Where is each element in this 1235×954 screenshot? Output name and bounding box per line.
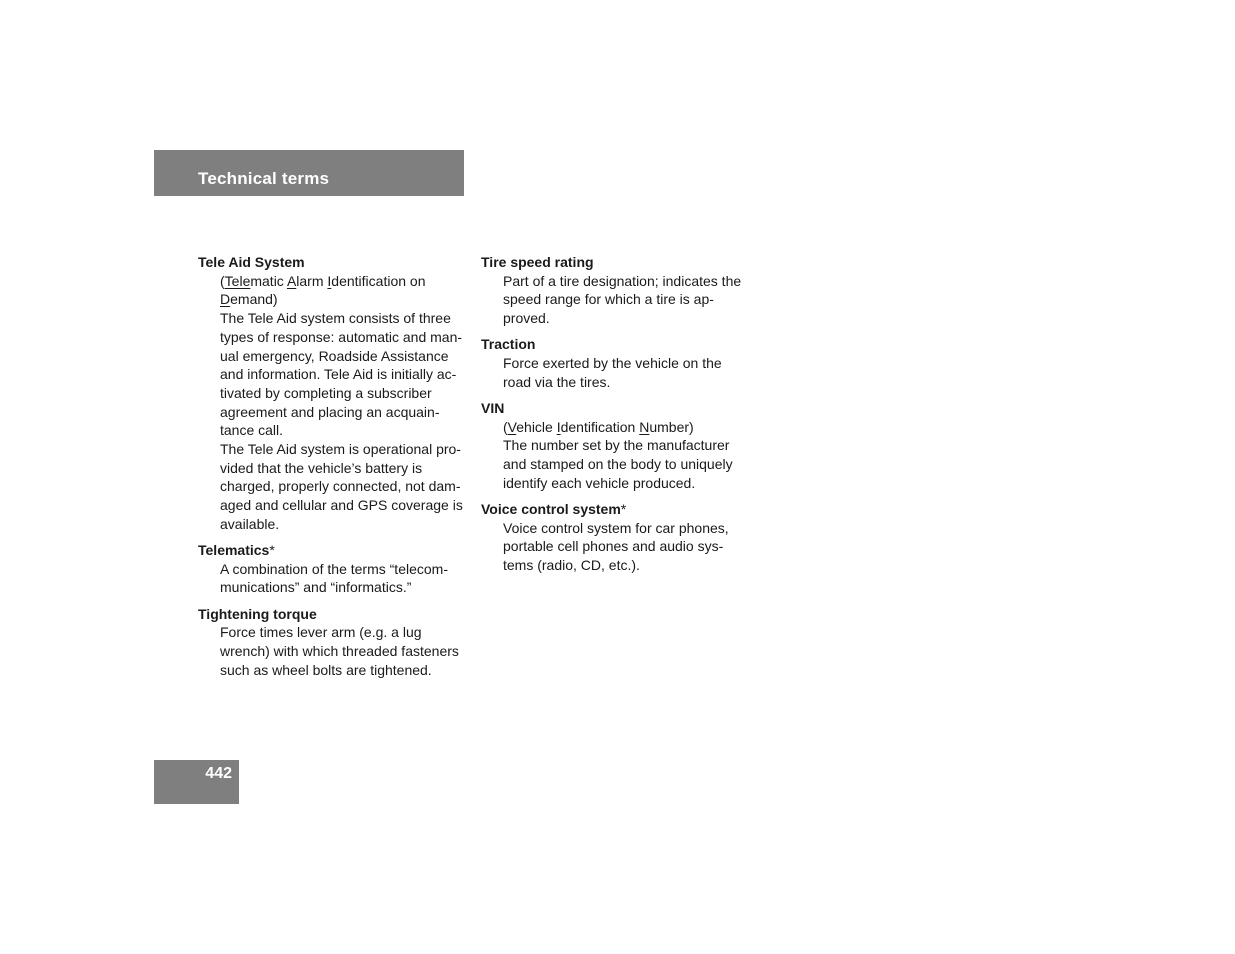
term-vin: VIN — [481, 399, 505, 416]
definition-tightening-torque — [220, 623, 468, 679]
definition-line: speed range for which a tire is ap- — [503, 291, 714, 308]
left-column — [198, 253, 468, 687]
definition-line: The Tele Aid system is operational pro- — [220, 441, 461, 458]
optional-equipment-marker: * — [620, 500, 627, 517]
definition-vin — [503, 418, 751, 493]
section-title: Technical terms — [198, 169, 330, 188]
section-header-bar — [154, 150, 464, 196]
definition-traction — [503, 354, 751, 391]
definition-line: types of response: automatic and man- — [220, 328, 463, 345]
definition-line: charged, properly connected, not dam- — [220, 478, 461, 495]
glossary-entry-vin — [481, 399, 751, 493]
definition-line: The Tele Aid system consists of three — [220, 310, 451, 327]
definition-line: The number set by the manufacturer — [503, 437, 730, 454]
definition-line: agreement and placing an acquain- — [220, 403, 440, 420]
term-tire-speed-rating: Tire speed rating — [481, 254, 594, 270]
term-tightening-torque: Tightening torque — [198, 605, 317, 622]
definition-line: such as wheel bolts are tightened. — [220, 661, 432, 678]
definition-line: and information. Tele Aid is initially ac- — [220, 366, 457, 383]
optional-equipment-marker: * — [269, 542, 275, 559]
definition-line: wrench) with which threaded fasteners — [220, 643, 459, 660]
definition-line: road via the tires. — [503, 373, 611, 390]
definition-line: and stamped on the body to uniquely — [503, 456, 733, 473]
page-number: 442 — [205, 765, 232, 782]
definition-line: Force times lever arm (e.g. a lug — [220, 624, 422, 641]
definition-line: munications” and “informatics.” — [220, 579, 412, 596]
term-telematics: Telematics* — [198, 542, 275, 559]
definition-line: tance call. — [220, 422, 284, 439]
glossary-entry-voice-control — [481, 500, 751, 575]
definition-line: vided that the vehicle’s battery is — [220, 459, 423, 476]
definition-line: tems (radio, CD, etc.). — [503, 557, 640, 574]
definition-line: Voice control system for car phones, — [503, 519, 729, 536]
right-column — [481, 253, 751, 582]
acronym-expansion-vin: (Vehicle Identification Number) — [503, 418, 694, 435]
acronym-expansion-tele-aid: (Telematic Alarm Identification on — [220, 272, 426, 289]
definition-tele-aid — [220, 272, 468, 534]
glossary-entry-tele-aid — [198, 253, 468, 534]
term-traction: Traction — [481, 336, 536, 353]
definition-line: portable cell phones and audio sys- — [503, 538, 724, 555]
definition-line: identify each vehicle produced. — [503, 474, 696, 491]
definition-line: A combination of the terms “telecom- — [220, 560, 448, 577]
glossary-entry-tightening-torque — [198, 605, 468, 680]
definition-voice-control — [503, 519, 751, 575]
term-tele-aid: Tele Aid System — [198, 254, 305, 270]
definition-line: tivated by completing a subscriber — [220, 384, 432, 401]
definition-line: aged and cellular and GPS coverage is — [220, 497, 463, 514]
acronym-expansion-tele-aid-cont: Demand) — [220, 291, 278, 308]
glossary-entry-traction — [481, 335, 751, 391]
definition-tire-speed-rating — [503, 272, 751, 328]
definition-line: Force exerted by the vehicle on the — [503, 355, 722, 372]
definition-telematics — [220, 560, 468, 597]
term-voice-control: Voice control system* — [481, 500, 627, 517]
definition-line: ual emergency, Roadside Assistance — [220, 347, 449, 364]
definition-line: available. — [220, 515, 280, 532]
glossary-entry-telematics — [198, 541, 468, 597]
definition-line: Part of a tire designation; indicates the — [503, 272, 742, 289]
definition-line: proved. — [503, 310, 550, 327]
page-number-tab — [154, 760, 239, 804]
glossary-entry-tire-speed-rating — [481, 253, 751, 328]
